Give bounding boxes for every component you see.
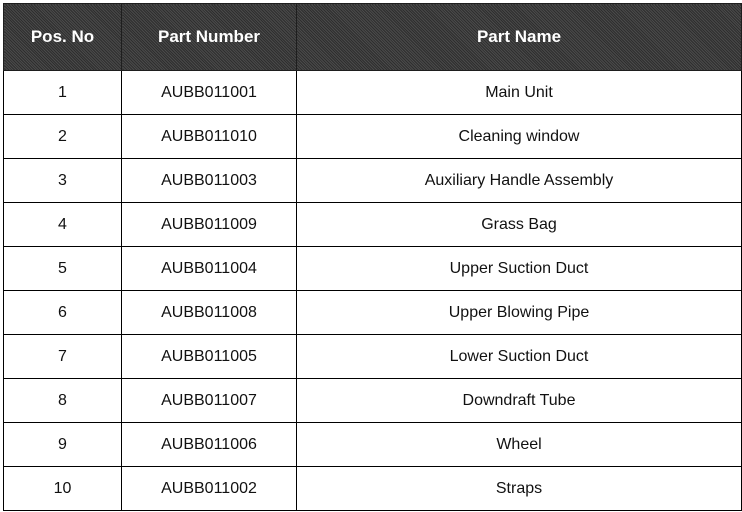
header-row (4, 4, 742, 71)
table-row (4, 423, 742, 467)
table-row (4, 203, 742, 247)
header-part-name: Part Name (297, 4, 742, 71)
table-row (4, 115, 742, 159)
pos-no-cell: 2 (4, 115, 122, 159)
part-number-cell: AUBB011007 (122, 379, 297, 423)
part-number-cell: AUBB011004 (122, 247, 297, 291)
part-number-cell: AUBB011009 (122, 203, 297, 247)
table-row (4, 247, 742, 291)
table-row (4, 379, 742, 423)
part-name-cell: Cleaning window (297, 115, 742, 159)
part-number-cell: AUBB011008 (122, 291, 297, 335)
part-name-cell: Upper Suction Duct (297, 247, 742, 291)
pos-no-cell: 3 (4, 159, 122, 203)
table-row (4, 335, 742, 379)
table-body (4, 71, 742, 511)
header-part-number: Part Number (122, 4, 297, 71)
parts-table (3, 3, 742, 511)
part-name-cell: Downdraft Tube (297, 379, 742, 423)
pos-no-cell: 1 (4, 71, 122, 115)
header-pos-no: Pos. No (4, 4, 122, 71)
table-row (4, 159, 742, 203)
pos-no-cell: 5 (4, 247, 122, 291)
part-name-cell: Wheel (297, 423, 742, 467)
part-number-cell: AUBB011005 (122, 335, 297, 379)
pos-no-cell: 10 (4, 467, 122, 511)
part-number-cell: AUBB011006 (122, 423, 297, 467)
table-header (4, 4, 742, 71)
part-name-cell: Grass Bag (297, 203, 742, 247)
table-row (4, 291, 742, 335)
part-number-cell: AUBB011003 (122, 159, 297, 203)
pos-no-cell: 6 (4, 291, 122, 335)
table-row (4, 71, 742, 115)
part-name-cell: Upper Blowing Pipe (297, 291, 742, 335)
part-name-cell: Main Unit (297, 71, 742, 115)
part-name-cell: Auxiliary Handle Assembly (297, 159, 742, 203)
part-name-cell: Lower Suction Duct (297, 335, 742, 379)
part-number-cell: AUBB011001 (122, 71, 297, 115)
part-number-cell: AUBB011002 (122, 467, 297, 511)
pos-no-cell: 4 (4, 203, 122, 247)
pos-no-cell: 8 (4, 379, 122, 423)
table-row (4, 467, 742, 511)
pos-no-cell: 9 (4, 423, 122, 467)
part-name-cell: Straps (297, 467, 742, 511)
pos-no-cell: 7 (4, 335, 122, 379)
part-number-cell: AUBB011010 (122, 115, 297, 159)
